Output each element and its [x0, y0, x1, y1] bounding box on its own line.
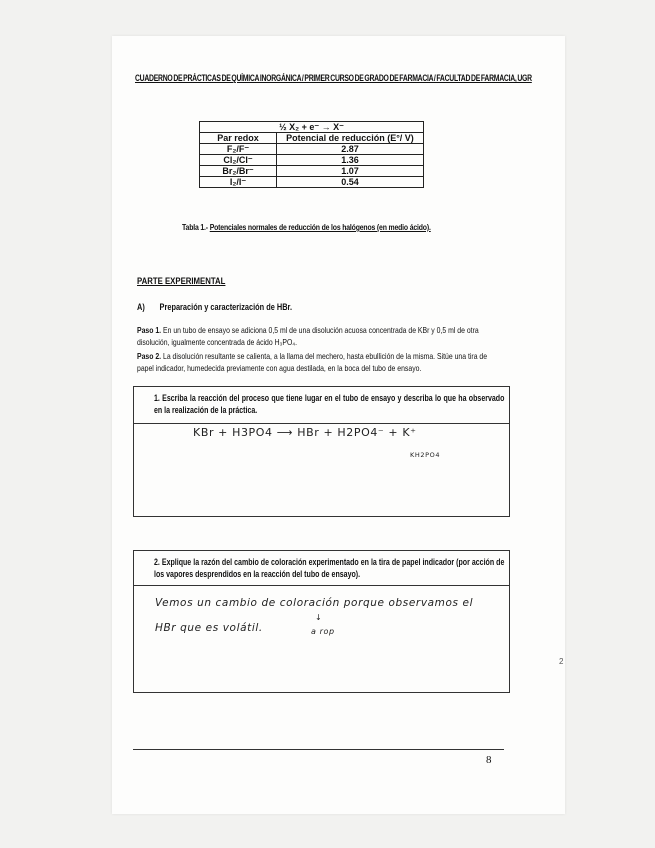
question-1-header [134, 387, 509, 424]
cell-value: 1.36 [277, 155, 424, 166]
table-row [200, 144, 424, 155]
margin-mark: 2 [559, 657, 564, 666]
step-label: Paso 2. [137, 351, 162, 361]
question-2-text: 2. Explique la razón del cambio de coloración experimentado en la tira de papel indicador (por acción de los vapores desprendidos en la reacción del tubo de ensayo). [154, 557, 505, 579]
answer-1-equation: KBr + H3PO4 ⟶ HBr + H2PO4⁻ + K⁺ [193, 426, 417, 439]
subsection-heading [137, 302, 292, 312]
cell-pair: Cl₂/Cl⁻ [200, 155, 277, 166]
cell-pair: F₂/F⁻ [200, 144, 277, 155]
section-title: PARTE EXPERIMENTAL [137, 276, 226, 287]
table-row [200, 177, 424, 188]
page-number: 8 [486, 754, 492, 766]
question-1-text: 1. Escriba la reacción del proceso que tiene lugar en el tubo de ensayo y describa lo que ha observado en la realización de la práctica. [154, 393, 505, 415]
col-header-potential: Potencial de reducción (E°/ V) [277, 133, 424, 144]
caption-text: Potenciales normales de reducción de los halógenos (en medio ácido). [209, 222, 431, 232]
table-row [200, 155, 424, 166]
table-header-row [200, 133, 424, 144]
step-2 [137, 351, 489, 374]
answer-2-line-2: HBr que es volátil. [155, 622, 263, 634]
subsection-title: Preparación y caracterización de HBr. [159, 302, 293, 312]
cell-value: 2.87 [277, 144, 424, 155]
col-header-pair: Par redox [200, 133, 277, 144]
answer-2-note: a rop [311, 627, 335, 636]
table-equation-row [200, 122, 424, 133]
answer-1-note: KH2PO4 [410, 451, 441, 459]
table-caption [182, 222, 431, 232]
subsection-letter: A) [137, 302, 145, 312]
page-header: CUADERNO DE PRÁCTICAS DE QUÍMICA INORGÁNICA / PRIMER CURSO DE GRADO DE FARMACIA / FACULTAD DE FARMACIA, UGR [135, 73, 532, 83]
cell-pair: I₂/I⁻ [200, 177, 277, 188]
cell-value: 1.07 [277, 166, 424, 177]
answer-2-arrow: ↓ [315, 613, 323, 622]
answer-2-line-1: Vemos un cambio de coloración porque observamos el [155, 597, 474, 609]
footer-divider [133, 749, 504, 750]
table-equation: ½ X₂ + e⁻ → X⁻ [200, 122, 424, 133]
step-1 [137, 325, 489, 348]
question-1-box [133, 386, 510, 517]
cell-value: 0.54 [277, 177, 424, 188]
question-2-header [134, 551, 509, 586]
step-label: Paso 1. [137, 325, 162, 335]
cell-pair: Br₂/Br⁻ [200, 166, 277, 177]
redox-table [199, 121, 424, 188]
table-row [200, 166, 424, 177]
caption-label: Tabla 1.- [182, 222, 208, 232]
step-text: La disolución resultante se calienta, a la llama del mechero, hasta ebullición de la misma. Sitúe una tira de papel indicador, humedecida previamente con agua destilada, en la boca del tubo de ensayo. [137, 351, 488, 373]
step-text: En un tubo de ensayo se adiciona 0,5 ml de una disolución acuosa concentrada de KBr y 0,5 ml de otra disolución, igualmente concentrada de ácido H₃PO₄. [137, 325, 479, 347]
